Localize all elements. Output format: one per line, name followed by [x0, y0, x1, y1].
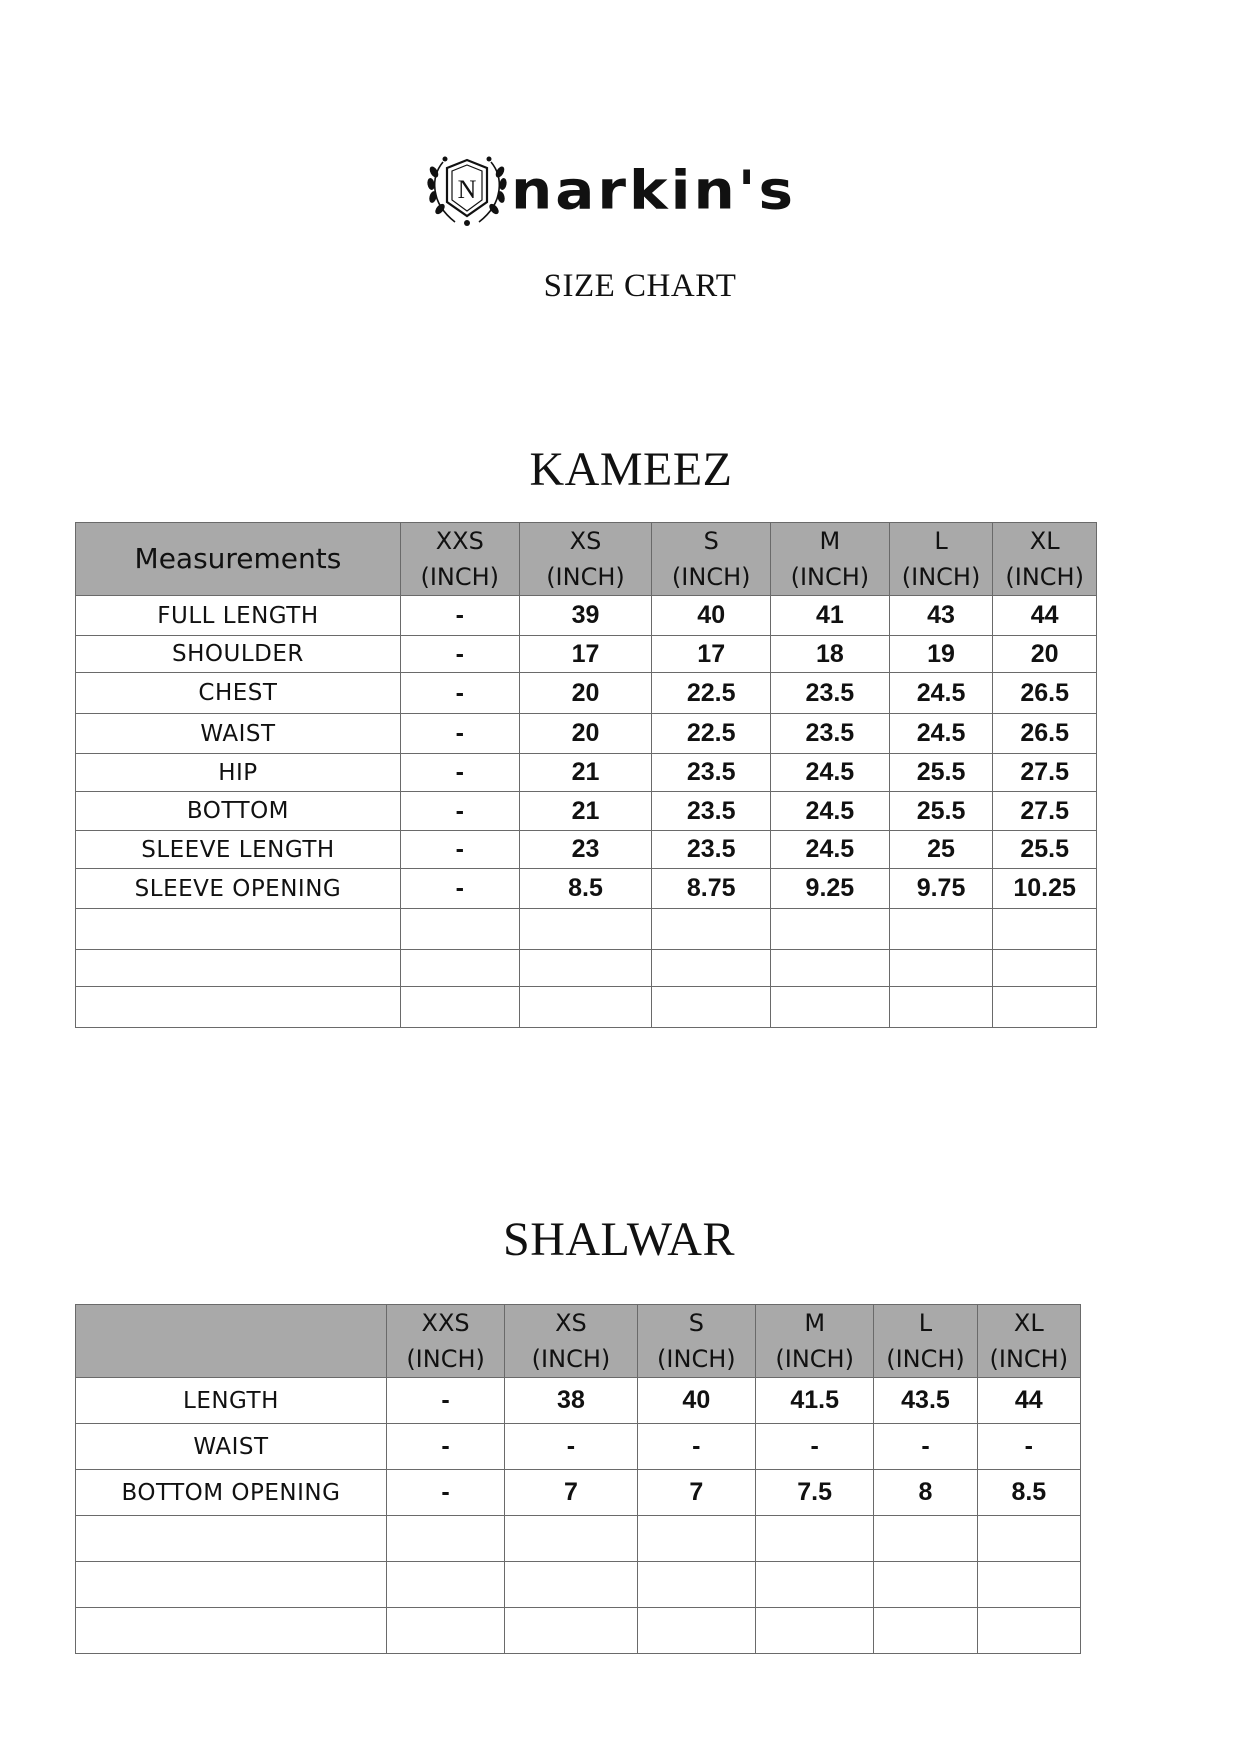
cell-value: 18: [771, 636, 890, 673]
size-header: XXS (INCH): [386, 1305, 504, 1378]
cell-value: 9.25: [771, 869, 890, 909]
cell-value: 25.5: [889, 792, 993, 831]
cell-value: -: [386, 1378, 504, 1424]
cell-value: -: [400, 714, 519, 754]
cell-value: 40: [652, 596, 771, 636]
cell-value: 8.75: [652, 869, 771, 909]
cell-value: 25.5: [993, 831, 1097, 869]
row-label: BOTTOM OPENING: [76, 1470, 387, 1516]
table-header-row: [76, 523, 1097, 596]
table-row: [76, 636, 1097, 673]
cell-value: 24.5: [889, 673, 993, 714]
cell-value: 40: [637, 1378, 755, 1424]
cell-value: 43.5: [874, 1378, 977, 1424]
table-row: [76, 1608, 1081, 1654]
cell-value: 41.5: [756, 1378, 874, 1424]
cell-value: 38: [505, 1378, 637, 1424]
cell-value: 24.5: [889, 714, 993, 754]
table-row: [76, 1424, 1081, 1470]
table-row: [76, 1516, 1081, 1562]
cell-value: 27.5: [993, 754, 1097, 792]
cell-value: 43: [889, 596, 993, 636]
size-header: L (INCH): [889, 523, 993, 596]
table-row: [76, 909, 1097, 950]
cell-value: -: [400, 636, 519, 673]
cell-value: 23.5: [652, 792, 771, 831]
row-label: SHOULDER: [76, 636, 401, 673]
cell-value: 8: [874, 1470, 977, 1516]
cell-value: 20: [519, 714, 652, 754]
cell-value: 21: [519, 754, 652, 792]
kameez-title: KAMEEZ: [529, 443, 733, 496]
cell-value: 7: [505, 1470, 637, 1516]
size-header: S (INCH): [637, 1305, 755, 1378]
table-row: [76, 596, 1097, 636]
brand-logo: [425, 150, 845, 230]
size-header: L (INCH): [874, 1305, 977, 1378]
size-header: XS (INCH): [505, 1305, 637, 1378]
size-header: XS (INCH): [519, 523, 652, 596]
table-row: [76, 1378, 1081, 1424]
cell-value: 39: [519, 596, 652, 636]
cell-value: 10.25: [993, 869, 1097, 909]
cell-value: 26.5: [993, 673, 1097, 714]
table-row: [76, 1470, 1081, 1516]
measurements-header: [76, 1305, 387, 1378]
cell-value: 25.5: [889, 754, 993, 792]
cell-value: -: [505, 1424, 637, 1470]
cell-value: 17: [652, 636, 771, 673]
leaf-wreath-crest-icon: [425, 150, 509, 230]
table-row: [76, 673, 1097, 714]
size-header: XL (INCH): [977, 1305, 1080, 1378]
row-label: WAIST: [76, 1424, 387, 1470]
cell-value: -: [386, 1470, 504, 1516]
row-label: BOTTOM: [76, 792, 401, 831]
size-header: S (INCH): [652, 523, 771, 596]
cell-value: 9.75: [889, 869, 993, 909]
cell-value: -: [400, 869, 519, 909]
cell-value: -: [874, 1424, 977, 1470]
cell-value: 27.5: [993, 792, 1097, 831]
cell-value: 23.5: [771, 714, 890, 754]
cell-value: 20: [519, 673, 652, 714]
svg-text:N: N: [457, 175, 477, 204]
cell-value: 7: [637, 1470, 755, 1516]
size-header: XXS (INCH): [400, 523, 519, 596]
shalwar-size-table: [75, 1304, 1081, 1654]
table-row: [76, 792, 1097, 831]
cell-value: 44: [993, 596, 1097, 636]
row-label: SLEEVE OPENING: [76, 869, 401, 909]
table-row: [76, 1562, 1081, 1608]
cell-value: 8.5: [977, 1470, 1080, 1516]
table-row: [76, 869, 1097, 909]
cell-value: 7.5: [756, 1470, 874, 1516]
row-label: SLEEVE LENGTH: [76, 831, 401, 869]
cell-value: -: [400, 596, 519, 636]
cell-value: -: [977, 1424, 1080, 1470]
cell-value: 24.5: [771, 754, 890, 792]
cell-value: 25: [889, 831, 993, 869]
cell-value: 21: [519, 792, 652, 831]
page-title: SIZE CHART: [543, 268, 737, 304]
cell-value: 23: [519, 831, 652, 869]
size-header: M (INCH): [756, 1305, 874, 1378]
table-row: [76, 831, 1097, 869]
row-label: WAIST: [76, 714, 401, 754]
cell-value: 22.5: [652, 673, 771, 714]
table-row: [76, 950, 1097, 987]
row-label: CHEST: [76, 673, 401, 714]
cell-value: 24.5: [771, 831, 890, 869]
brand-name: narkin's: [511, 158, 797, 222]
shalwar-title: SHALWAR: [503, 1213, 735, 1266]
table-row: [76, 714, 1097, 754]
size-header: XL (INCH): [993, 523, 1097, 596]
cell-value: -: [400, 831, 519, 869]
measurements-header: Measurements: [76, 523, 401, 596]
cell-value: 41: [771, 596, 890, 636]
table-header-row: [76, 1305, 1081, 1378]
cell-value: 19: [889, 636, 993, 673]
cell-value: 17: [519, 636, 652, 673]
cell-value: -: [400, 792, 519, 831]
cell-value: 24.5: [771, 792, 890, 831]
cell-value: -: [400, 673, 519, 714]
cell-value: 23.5: [652, 831, 771, 869]
row-label: LENGTH: [76, 1378, 387, 1424]
cell-value: 44: [977, 1378, 1080, 1424]
cell-value: 20: [993, 636, 1097, 673]
cell-value: 26.5: [993, 714, 1097, 754]
cell-value: 8.5: [519, 869, 652, 909]
kameez-size-table: [75, 522, 1097, 1028]
table-row: [76, 754, 1097, 792]
cell-value: 23.5: [771, 673, 890, 714]
size-header: M (INCH): [771, 523, 890, 596]
row-label: FULL LENGTH: [76, 596, 401, 636]
cell-value: -: [400, 754, 519, 792]
cell-value: -: [756, 1424, 874, 1470]
cell-value: 22.5: [652, 714, 771, 754]
cell-value: -: [637, 1424, 755, 1470]
cell-value: -: [386, 1424, 504, 1470]
table-row: [76, 987, 1097, 1028]
row-label: HIP: [76, 754, 401, 792]
cell-value: 23.5: [652, 754, 771, 792]
